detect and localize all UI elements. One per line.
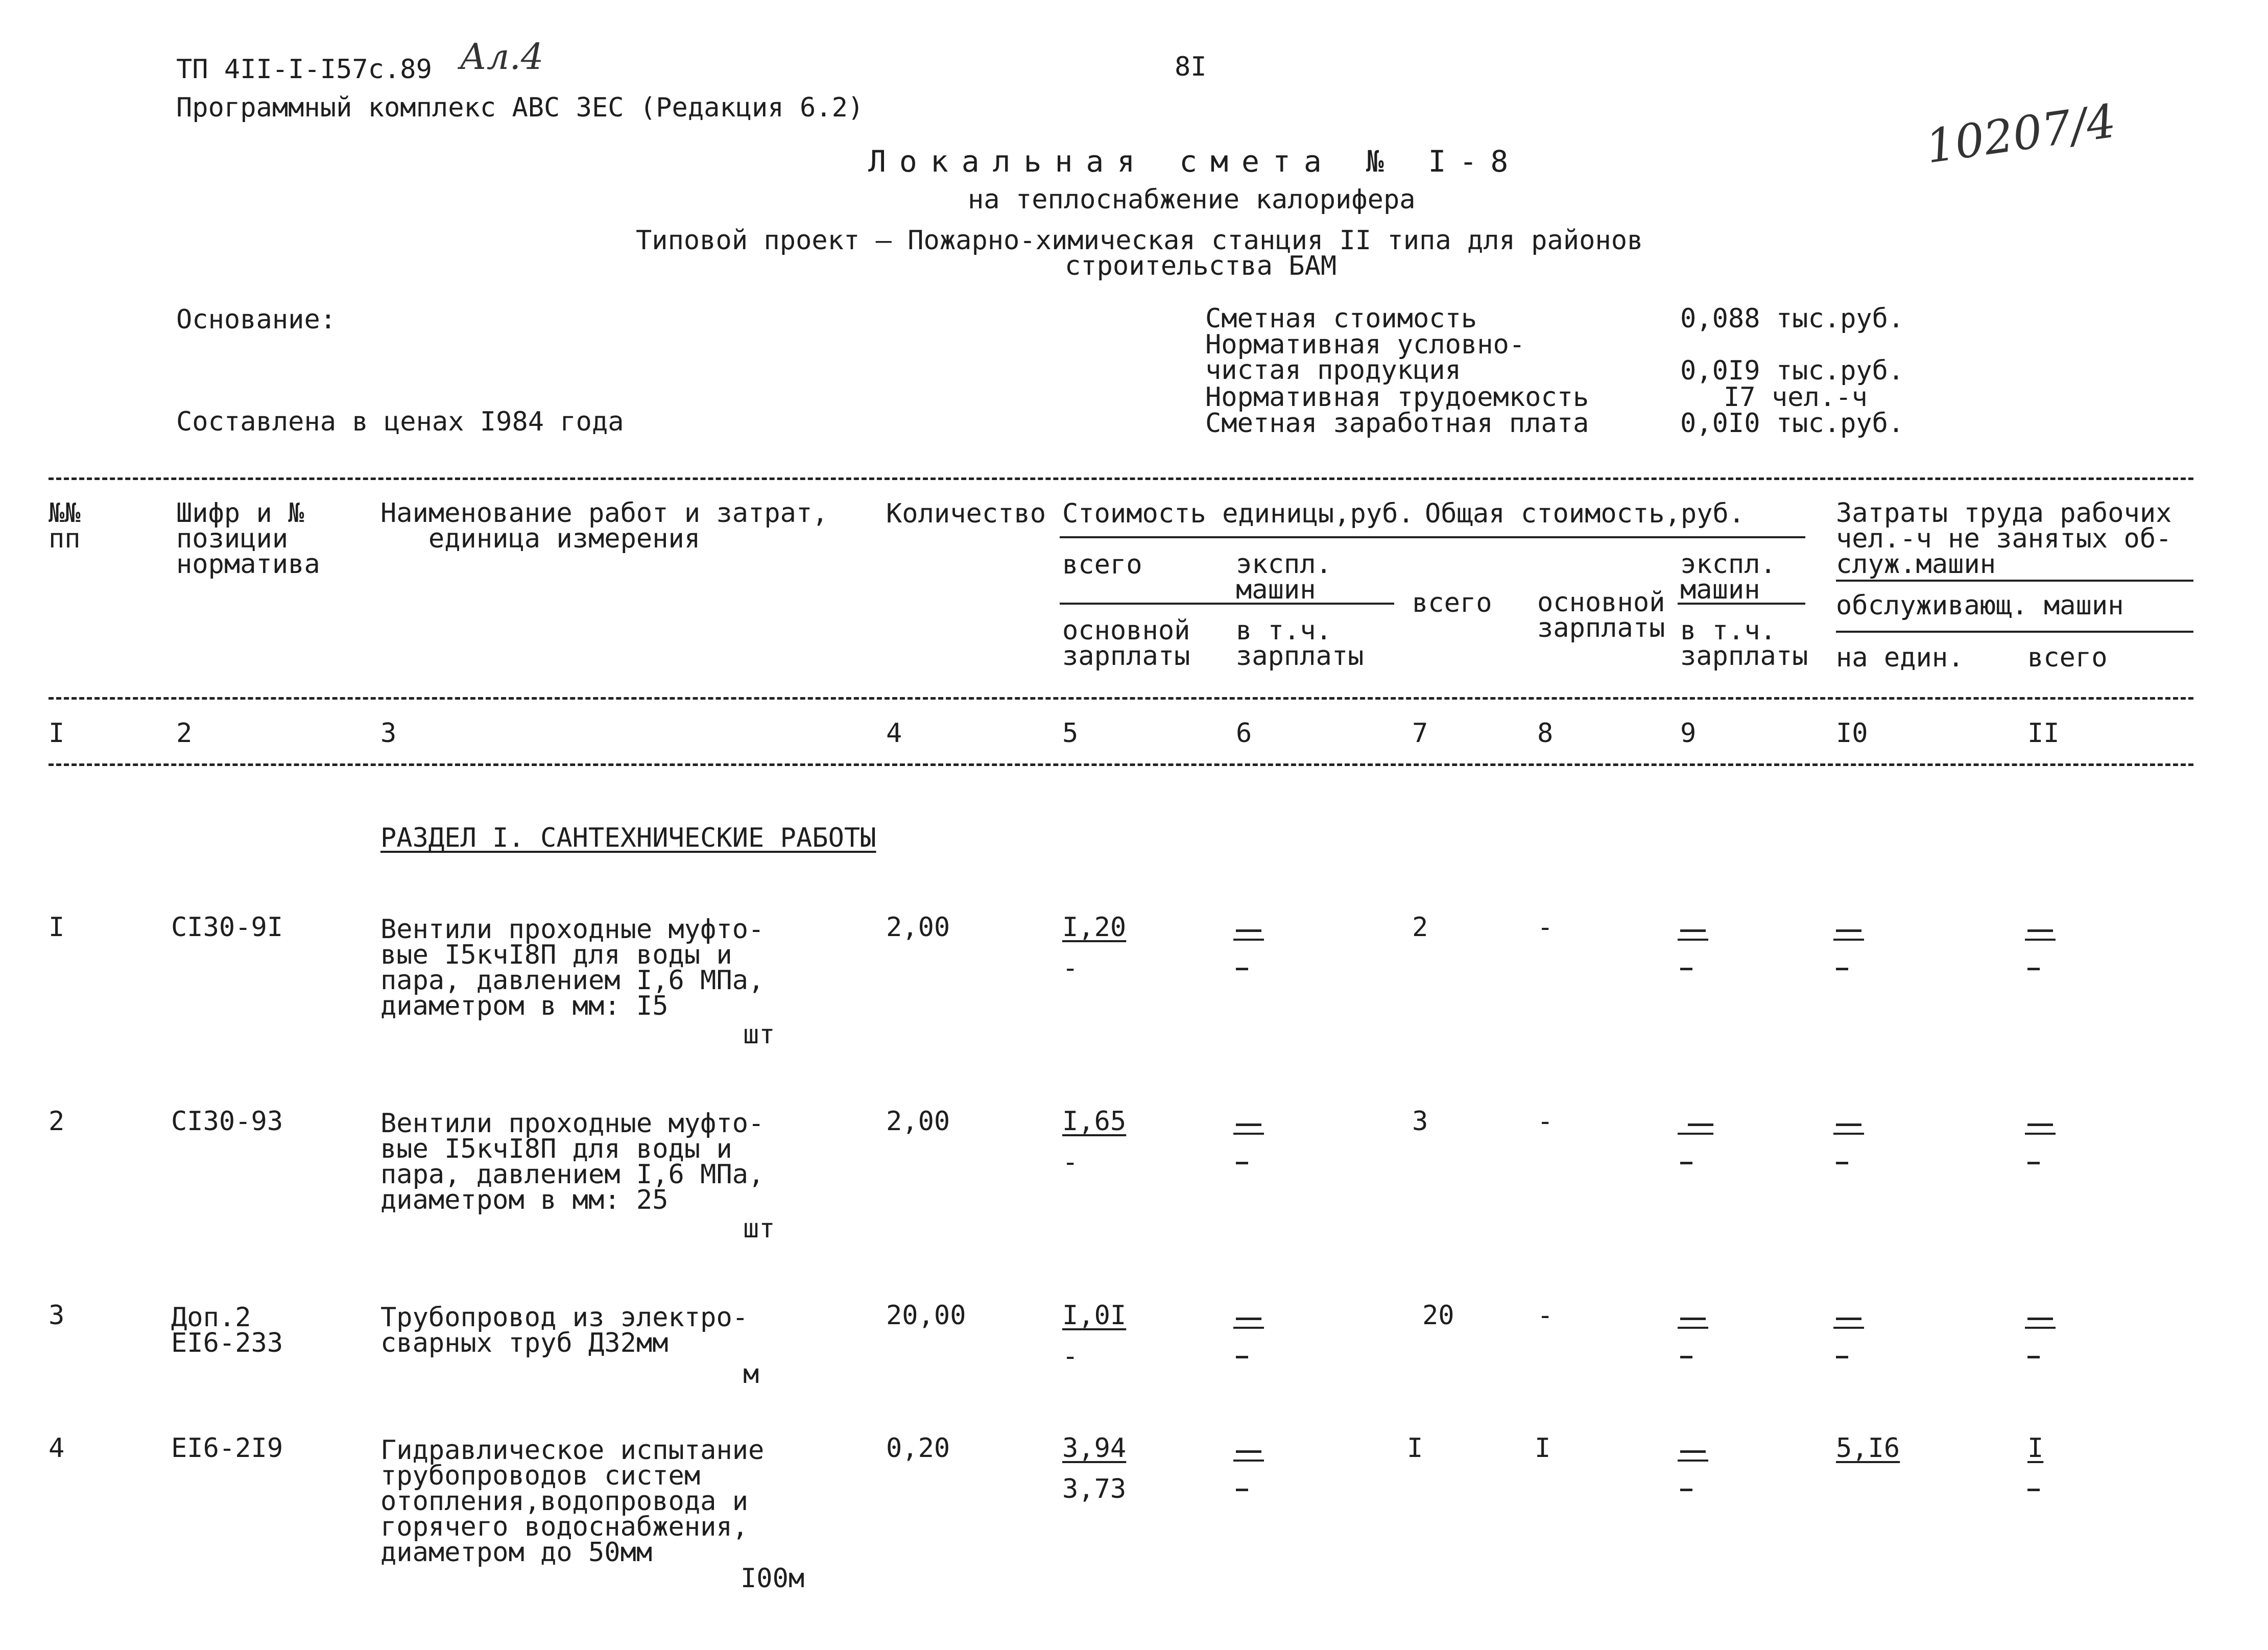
summary-label-wage: Сметная заработная плата (1205, 408, 1589, 439)
header-top-rule (49, 477, 2193, 480)
summary-label-labor: Нормативная трудоемкость (1205, 382, 1589, 413)
row1-c11-bot (2027, 968, 2040, 970)
row1-c9-bot (1680, 968, 1692, 970)
row2-c10-under (1833, 1133, 1864, 1135)
summary-label-product: Нормативная условно- чистая продукция (1205, 329, 1525, 386)
row1-unit-wage: - (1062, 953, 1079, 984)
labor-header-rule (1836, 580, 2193, 582)
row2-c6-top (1236, 1123, 1261, 1126)
basis-label: Основание: (176, 304, 337, 335)
col-unit-cost-header: Стоимость единицы,руб. (1062, 498, 1414, 529)
row1-c10-under (1833, 939, 1864, 941)
handwritten-number: 10207/4 (1922, 94, 2119, 174)
col-number-2: 2 (176, 718, 193, 749)
row3-num: 3 (49, 1300, 65, 1331)
header-bottom-rule (49, 763, 2193, 766)
row3-c11-top (2027, 1318, 2053, 1320)
row4-c6-bot (1236, 1489, 1248, 1491)
col-number-6: 6 (1236, 718, 1252, 749)
col10-na-edin: на един. (1836, 642, 1964, 673)
col-code-header: Шифр и № позиции норматива (176, 498, 320, 580)
row3-c11-bot (2027, 1356, 2040, 1358)
row2-unit-cost: I,65 (1062, 1106, 1127, 1137)
row2-unit-wage: - (1062, 1147, 1079, 1178)
program-line: Программный комплекс АВС 3ЕС (Редакция 6.2) (176, 92, 864, 123)
col-number-9: 9 (1680, 718, 1697, 749)
row3-c9-top (1680, 1318, 1706, 1320)
row1-c6-under (1233, 939, 1264, 941)
row3-c9-under (1678, 1327, 1708, 1329)
section-title: РАЗДЕЛ I. САНТЕХНИЧЕСКИЕ РАБОТЫ (380, 823, 876, 853)
row2-c11-bot (2027, 1162, 2040, 1164)
labor-obsluzh: обслуживающ. машин (1836, 590, 2124, 621)
row1-c11-top (2027, 929, 2053, 932)
col-number-5: 5 (1062, 718, 1079, 749)
col6-split-rule (1060, 603, 1394, 605)
summary-value-cost: 0,088 тыс.руб. (1680, 303, 1904, 334)
title-project-cont: строительства БАМ (1065, 251, 1337, 281)
row2-c9-top (1688, 1123, 1713, 1126)
row2-c6-under (1233, 1133, 1264, 1135)
row3-c10-bot (1836, 1356, 1848, 1358)
row4-unit-cost: 3,94 (1062, 1433, 1127, 1464)
row3-c6-bot (1236, 1356, 1248, 1358)
summary-value-product: 0,0I9 тыс.руб. (1680, 355, 1904, 386)
row2-c10-bot (1836, 1162, 1848, 1164)
col-number-3: 3 (380, 718, 397, 749)
col6-ekspl: экспл. машин (1236, 549, 1332, 605)
row4-labor-unit: 5,I6 (1836, 1433, 1900, 1464)
row4-qty: 0,20 (886, 1433, 950, 1464)
title-project: Типовой проект – Пожарно-химическая станция II типа для районов (636, 225, 1643, 256)
col6-vtch: в т.ч. зарплаты (1236, 615, 1364, 672)
row1-c9-under (1678, 939, 1708, 941)
row2-unit: шт (743, 1213, 775, 1244)
row1-c11-under (2025, 939, 2056, 941)
row1-unit: шт (743, 1019, 775, 1050)
col9-split-rule (1678, 603, 1805, 605)
col-number-11: II (2027, 718, 2060, 749)
row4-total: I (1407, 1433, 1423, 1464)
row2-c11-top (2027, 1123, 2053, 1126)
row3-c11-under (2025, 1327, 2056, 1329)
row1-total-wage: - (1537, 912, 1554, 943)
row1-c10-top (1836, 929, 1861, 932)
col9-vtch: в т.ч. зарплаты (1680, 615, 1808, 672)
row1-c10-bot (1836, 968, 1848, 970)
row3-c6-under (1233, 1327, 1264, 1329)
estimate-title: Локальная смета № I-8 (868, 144, 1522, 179)
row3-unit-cost: I,0I (1062, 1300, 1127, 1331)
col-num-header: №№ пп (49, 498, 81, 554)
row4-c9-top (1680, 1450, 1706, 1453)
col-number-8: 8 (1537, 718, 1554, 749)
row3-c6-top (1236, 1318, 1261, 1320)
col7-vsego: всего (1412, 588, 1492, 618)
col8-osnovnoy: основной зарплаты (1537, 587, 1665, 643)
row2-c9-under (1678, 1133, 1713, 1135)
page-number: 8I (1175, 52, 1207, 82)
row4-unit-wage: 3,73 (1062, 1474, 1127, 1504)
row2-num: 2 (49, 1106, 65, 1137)
col-number-10: I0 (1836, 718, 1868, 749)
col5-osnovnoy: основной зарплаты (1062, 615, 1190, 672)
row2-qty: 2,00 (886, 1106, 950, 1137)
row3-c10-top (1836, 1318, 1861, 1320)
row4-c6-top (1236, 1450, 1261, 1453)
row4-total-wage: I (1535, 1433, 1551, 1464)
row2-c10-top (1836, 1123, 1861, 1126)
col-number-7: 7 (1412, 718, 1428, 749)
prices-year: Составлена в ценах I984 года (176, 406, 624, 437)
row1-name: Вентили проходные муфто- вые I5кчI8П для воды и пара, давлением I,6 МПа, диаметром в мм: I5 (380, 914, 765, 1021)
col11-vsego: всего (2027, 642, 2108, 673)
row4-c9-under (1678, 1460, 1708, 1462)
row2-c9-bot (1680, 1162, 1692, 1164)
col-qty-header: Количество (886, 498, 1046, 529)
header-mid-rule (49, 697, 2193, 700)
row2-total: 3 (1412, 1106, 1428, 1137)
row2-c6-bot (1236, 1162, 1248, 1164)
row1-unit-cost: I,20 (1062, 912, 1127, 943)
col-labor-header: Затраты труда рабочих чел.-ч не занятых об- служ.машин (1836, 498, 2172, 580)
row4-c9-bot (1680, 1489, 1692, 1491)
col-number-4: 4 (886, 718, 902, 749)
row3-qty: 20,00 (886, 1300, 966, 1331)
row3-unit-wage: - (1062, 1341, 1079, 1372)
col-name-header: Наименование работ и затрат, единица измерения (380, 498, 828, 554)
summary-label-cost: Сметная стоимость (1205, 303, 1477, 334)
row3-c10-under (1833, 1327, 1864, 1329)
title-subject: на теплоснабжение калорифера (968, 184, 1416, 215)
col-number-1: I (49, 718, 65, 749)
cost-header-rule (1060, 536, 1805, 538)
row2-name: Вентили проходные муфто- вые I5кчI8П для воды и пара, давлением I,6 МПа, диаметром в мм: 25 (380, 1108, 765, 1215)
row2-code: СI30-93 (171, 1106, 283, 1137)
row4-num: 4 (49, 1433, 65, 1464)
row4-c6-under (1233, 1460, 1264, 1462)
row4-unit: I00м (741, 1563, 805, 1594)
row4-name: Гидравлическое испытание трубопроводов систем отопления,водопровода и горячего водоснабжения, диаметром до 50мм (380, 1435, 765, 1568)
row3-total-wage: - (1537, 1300, 1554, 1331)
doc-code: ТП 4II-I-I57с.89 (176, 54, 432, 85)
row1-qty: 2,00 (886, 912, 950, 943)
row1-c9-top (1680, 929, 1706, 932)
col9-ekspl: экспл. машин (1680, 549, 1776, 605)
row3-unit: м (743, 1359, 759, 1390)
row4-labor-total: I (2027, 1433, 2044, 1464)
row1-total: 2 (1412, 912, 1428, 943)
row3-name: Трубопровод из электро- сварных труб Д32мм (380, 1302, 749, 1358)
col-total-cost-header: Общая стоимость,руб. (1425, 498, 1745, 529)
summary-value-wage: 0,0I0 тыс.руб. (1680, 408, 1904, 439)
col5-vsego: всего (1062, 549, 1142, 580)
row3-code: Доп.2 ЕI6-233 (171, 1302, 283, 1358)
labor-sub-rule (1836, 631, 2193, 633)
row4-code: ЕI6-2I9 (171, 1433, 283, 1464)
row1-num: I (49, 912, 65, 943)
row4-c11-bot (2027, 1489, 2040, 1491)
row3-total: 20 (1422, 1300, 1454, 1331)
row3-c9-bot (1680, 1356, 1692, 1358)
row2-total-wage: - (1537, 1106, 1554, 1137)
summary-value-labor: I7 чел.-ч (1724, 382, 1868, 413)
row1-c6-top (1236, 929, 1261, 932)
handwritten-code: Ал.4 (460, 36, 544, 78)
row2-c11-under (2025, 1133, 2056, 1135)
row1-code: СI30-9I (171, 912, 283, 943)
row1-c6-bot (1236, 968, 1248, 970)
